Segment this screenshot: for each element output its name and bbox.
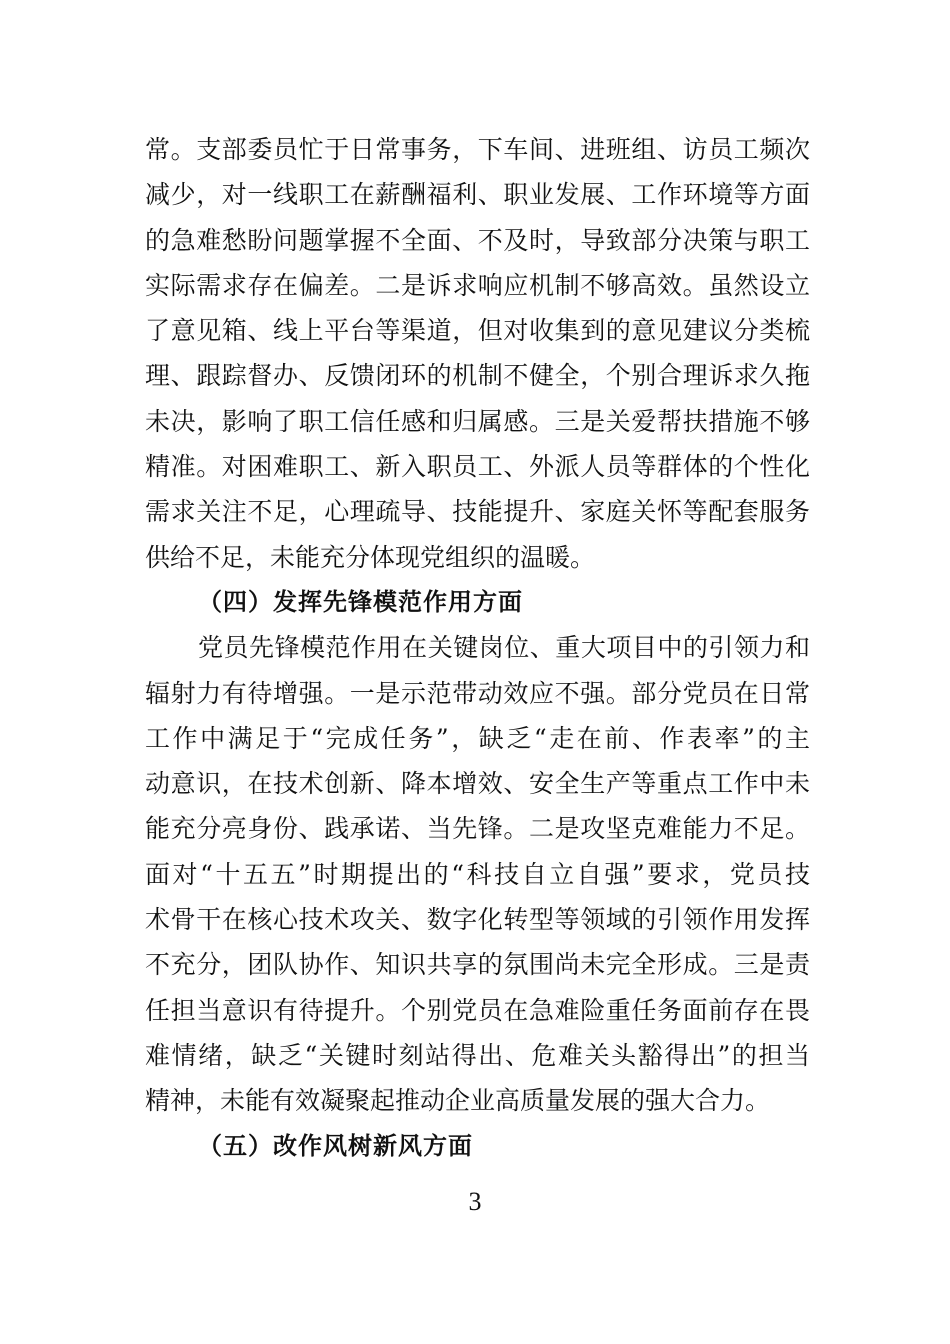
- text-line: 辐射力有待增强。一是示范带动效应不强。部分党员在日常: [145, 678, 810, 708]
- page-number: 3: [468, 1187, 482, 1216]
- text-line: 能充分亮身份、践承诺、当先锋。二是攻坚克难能力不足。: [145, 814, 810, 844]
- text-line: 术骨干在核心技术攻关、数字化转型等领域的引领作用发挥: [145, 905, 810, 935]
- text-line: 需求关注不足，心理疏导、技能提升、家庭关怀等配套服务: [145, 497, 810, 527]
- text-line: 了意见箱、线上平台等渠道，但对收集到的意见建议分类梳: [145, 316, 810, 346]
- paragraph-block-1: [145, 127, 810, 580]
- section-heading-4: （四）发挥先锋模范作用方面: [198, 587, 523, 616]
- text-line: 未决，影响了职工信任感和归属感。三是关爱帮扶措施不够: [145, 406, 810, 436]
- text-line: 精准。对困难职工、新入职员工、外派人员等群体的个性化: [145, 452, 810, 482]
- text-line: 理、跟踪督办、反馈闭环的机制不健全，个别合理诉求久拖: [145, 361, 810, 391]
- text-line: 不充分，团队协作、知识共享的氛围尚未完全形成。三是责: [145, 950, 810, 980]
- text-line: 动意识，在技术创新、降本增效、安全生产等重点工作中未: [145, 769, 810, 799]
- text-line: 难情绪，缺乏“关键时刻站得出、危难关头豁得出”的担当: [145, 1040, 810, 1070]
- text-line: 精神，未能有效凝聚起推动企业高质量发展的强大合力。: [145, 1086, 771, 1116]
- text-line: 减少，对一线职工在薪酬福利、职业发展、工作环境等方面: [145, 180, 810, 210]
- text-line: 工作中满足于“完成任务”，缺乏“走在前、作表率”的主: [145, 723, 810, 753]
- text-line: 党员先锋模范作用在关键岗位、重大项目中的引领力和: [198, 633, 810, 663]
- document-body: [145, 127, 810, 1169]
- text-line: 的急难愁盼问题掌握不全面、不及时，导致部分决策与职工: [145, 225, 810, 255]
- text-line: 面对“十五五”时期提出的“科技自立自强”要求，党员技: [145, 859, 810, 889]
- text-line: 供给不足，未能充分体现党组织的温暖。: [145, 542, 596, 572]
- paragraph-block-2: [145, 625, 810, 1123]
- section-heading-5: （五）改作风树新风方面: [198, 1131, 473, 1160]
- text-line: 任担当意识有待提升。个别党员在急难险重任务面前存在畏: [145, 995, 810, 1025]
- text-line: 实际需求存在偏差。二是诉求响应机制不够高效。虽然设立: [145, 270, 810, 300]
- text-line: 常。支部委员忙于日常事务，下车间、进班组、访员工频次: [145, 135, 810, 164]
